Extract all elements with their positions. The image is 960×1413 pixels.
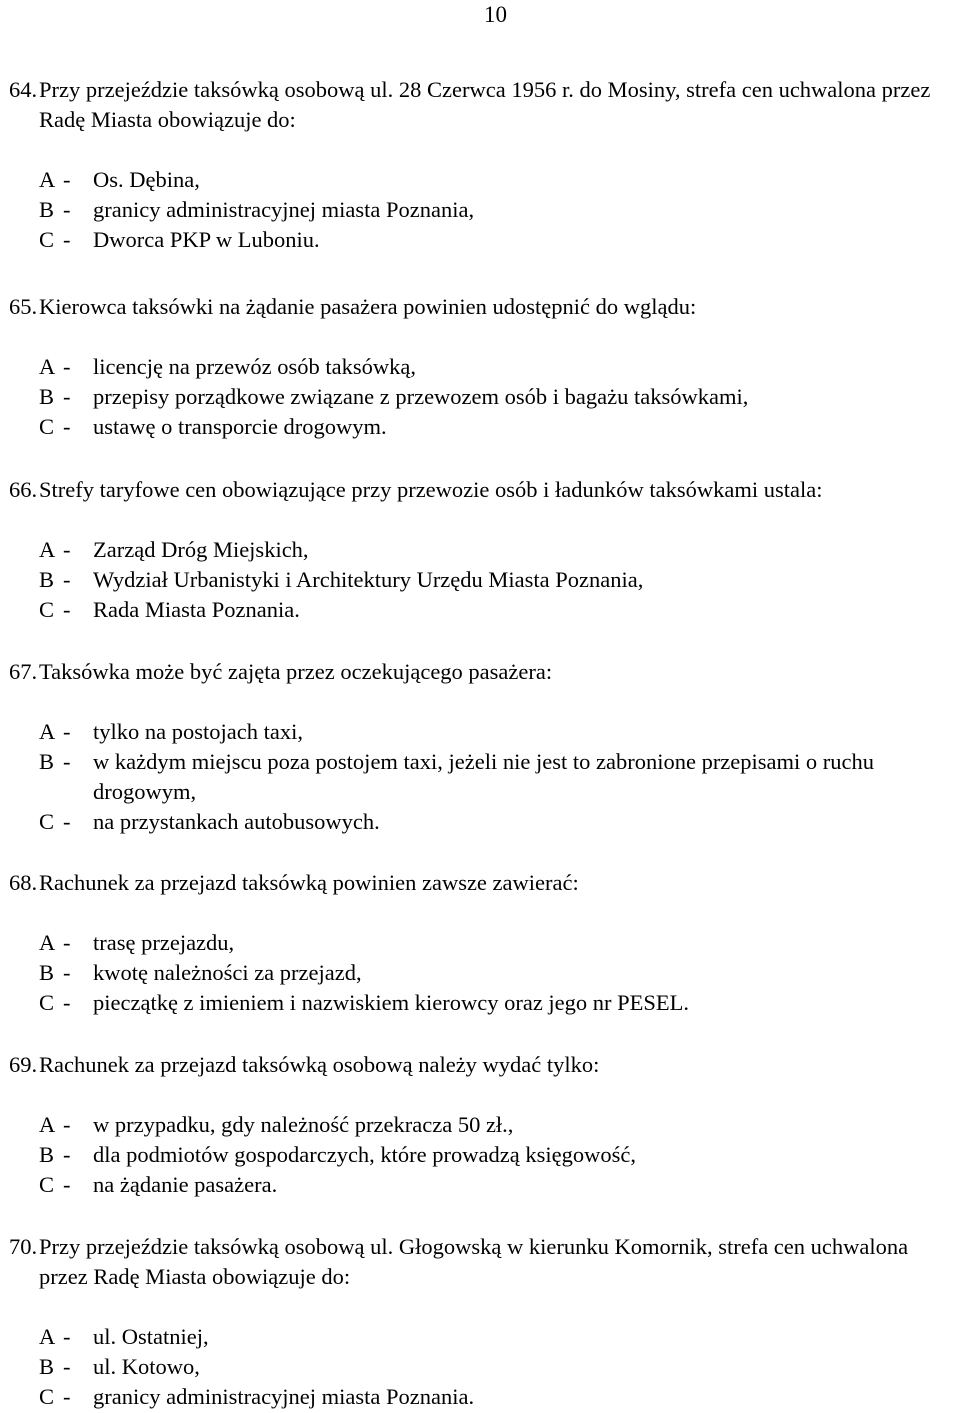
answer-text: w przypadku, gdy należność przekracza 50 zł.,	[93, 1112, 514, 1137]
answer-text: ustawę o transporcie drogowym.	[93, 414, 387, 439]
answer-letter: C	[39, 1172, 55, 1197]
answer-letter: B	[39, 960, 55, 985]
answer-text: trasę przejazdu,	[93, 930, 235, 955]
question-stem	[9, 75, 954, 135]
answer-a	[39, 1322, 954, 1352]
answer-letter: C	[39, 414, 55, 439]
answer-dash: -	[63, 960, 71, 985]
question-68	[9, 868, 954, 1018]
answer-text: Zarząd Dróg Miejskich,	[93, 537, 309, 562]
answer-a	[39, 717, 954, 747]
question-number: 65.	[9, 294, 38, 319]
answer-c	[39, 807, 954, 837]
question-number: 64.	[9, 77, 38, 102]
answer-dash: -	[63, 197, 71, 222]
answer-letter: A	[39, 719, 56, 744]
answer-a	[39, 535, 954, 565]
answer-dash: -	[63, 354, 71, 379]
answer-dash: -	[63, 537, 71, 562]
answer-text: ul. Kotowo,	[93, 1354, 200, 1379]
answer-list	[9, 1322, 954, 1412]
answer-letter: A	[39, 1324, 56, 1349]
answer-c	[39, 412, 954, 442]
answer-letter: B	[39, 384, 55, 409]
question-number: 67.	[9, 659, 38, 684]
answer-dash: -	[63, 167, 71, 192]
answer-dash: -	[63, 1172, 71, 1197]
answer-a	[39, 1110, 954, 1140]
answer-dash: -	[63, 1384, 71, 1409]
question-69	[9, 1050, 954, 1200]
answer-c	[39, 595, 954, 625]
question-64	[9, 75, 954, 255]
answer-letter: B	[39, 1142, 55, 1167]
answer-letter: C	[39, 1384, 55, 1409]
answer-list	[9, 1110, 954, 1200]
answer-list	[9, 165, 954, 255]
answer-letter: B	[39, 1354, 55, 1379]
question-text: Rachunek za przejazd taksówką osobową należy wydać tylko:	[39, 1052, 600, 1077]
answer-letter: B	[39, 567, 55, 592]
answer-letter: A	[39, 1112, 56, 1137]
answer-letter: C	[39, 597, 55, 622]
answer-b	[39, 382, 954, 412]
answer-text: dla podmiotów gospodarczych, które prowadzą księgowość,	[93, 1142, 636, 1167]
answer-text: tylko na postojach taxi,	[93, 719, 303, 744]
answer-letter: A	[39, 537, 56, 562]
page-number: 10	[484, 2, 507, 27]
answer-text: w każdym miejscu poza postojem taxi, jeżeli nie jest to zabronione przepisami o ruchu drogowym,	[93, 749, 875, 804]
answer-dash: -	[63, 1354, 71, 1379]
answer-text: Rada Miasta Poznania.	[93, 597, 300, 622]
answer-letter: C	[39, 809, 55, 834]
answer-dash: -	[63, 1142, 71, 1167]
answer-letter: C	[39, 990, 55, 1015]
answer-dash: -	[63, 227, 71, 252]
question-number: 70.	[9, 1234, 38, 1259]
question-stem	[9, 475, 954, 505]
answer-b	[39, 958, 954, 988]
answer-a	[39, 928, 954, 958]
answer-text: kwotę należności za przejazd,	[93, 960, 362, 985]
answer-letter: A	[39, 167, 56, 192]
answer-a	[39, 165, 954, 195]
question-66	[9, 475, 954, 625]
question-stem	[9, 1232, 954, 1292]
answer-dash: -	[63, 809, 71, 834]
answer-a	[39, 352, 954, 382]
answer-c	[39, 1170, 954, 1200]
question-stem	[9, 657, 954, 687]
question-stem	[9, 292, 954, 322]
answer-c	[39, 225, 954, 255]
answer-dash: -	[63, 567, 71, 592]
answer-dash: -	[63, 384, 71, 409]
answer-text: licencję na przewóz osób taksówką,	[93, 354, 416, 379]
answer-text: granicy administracyjnej miasta Poznania.	[93, 1384, 475, 1409]
question-67	[9, 657, 954, 837]
answer-dash: -	[63, 749, 71, 774]
question-text: Strefy taryfowe cen obowiązujące przy przewozie osób i ładunków taksówkami ustala:	[39, 477, 823, 502]
answer-c	[39, 988, 954, 1018]
question-text: Przy przejeździe taksówką osobową ul. 28 Czerwca 1956 r. do Mosiny, strefa cen uchwalona przez Radę Miasta obowiązuje do:	[39, 77, 931, 132]
answer-letter: C	[39, 227, 55, 252]
answer-list	[9, 535, 954, 625]
answer-letter: B	[39, 749, 55, 774]
answer-letter: B	[39, 197, 55, 222]
answer-b	[39, 747, 954, 807]
answer-b	[39, 1140, 954, 1170]
question-number: 66.	[9, 477, 38, 502]
answer-dash: -	[63, 719, 71, 744]
answer-b	[39, 1352, 954, 1382]
answer-dash: -	[63, 930, 71, 955]
question-stem	[9, 868, 954, 898]
answer-text: Dworca PKP w Luboniu.	[93, 227, 320, 252]
answer-text: na przystankach autobusowych.	[93, 809, 380, 834]
answer-letter: A	[39, 930, 56, 955]
question-number: 69.	[9, 1052, 38, 1077]
answer-b	[39, 195, 954, 225]
answer-text: na żądanie pasażera.	[93, 1172, 278, 1197]
answer-text: Os. Dębina,	[93, 167, 200, 192]
question-number: 68.	[9, 870, 38, 895]
question-65	[9, 292, 954, 442]
answer-text: ul. Ostatniej,	[93, 1324, 209, 1349]
answer-text: przepisy porządkowe związane z przewozem osób i bagażu taksówkami,	[93, 384, 749, 409]
question-70	[9, 1232, 954, 1412]
answer-dash: -	[63, 414, 71, 439]
question-stem	[9, 1050, 954, 1080]
answer-dash: -	[63, 990, 71, 1015]
question-text: Taksówka może być zajęta przez oczekującego pasażera:	[39, 659, 553, 684]
question-text: Kierowca taksówki na żądanie pasażera powinien udostępnić do wglądu:	[39, 294, 697, 319]
answer-text: granicy administracyjnej miasta Poznania,	[93, 197, 475, 222]
answer-list	[9, 717, 954, 837]
question-text: Rachunek za przejazd taksówką powinien zawsze zawierać:	[39, 870, 579, 895]
answer-dash: -	[63, 597, 71, 622]
answer-letter: A	[39, 354, 56, 379]
answer-text: pieczątkę z imieniem i nazwiskiem kierowcy oraz jego nr PESEL.	[93, 990, 690, 1015]
answer-list	[9, 352, 954, 442]
answer-text: Wydział Urbanistyki i Architektury Urzędu Miasta Poznania,	[93, 567, 644, 592]
answer-list	[9, 928, 954, 1018]
answer-c	[39, 1382, 954, 1412]
answer-b	[39, 565, 954, 595]
answer-dash: -	[63, 1324, 71, 1349]
answer-dash: -	[63, 1112, 71, 1137]
question-text: Przy przejeździe taksówką osobową ul. Głogowską w kierunku Komornik, strefa cen uchwalona przez Radę Miasta obowiązuje do:	[39, 1234, 909, 1289]
